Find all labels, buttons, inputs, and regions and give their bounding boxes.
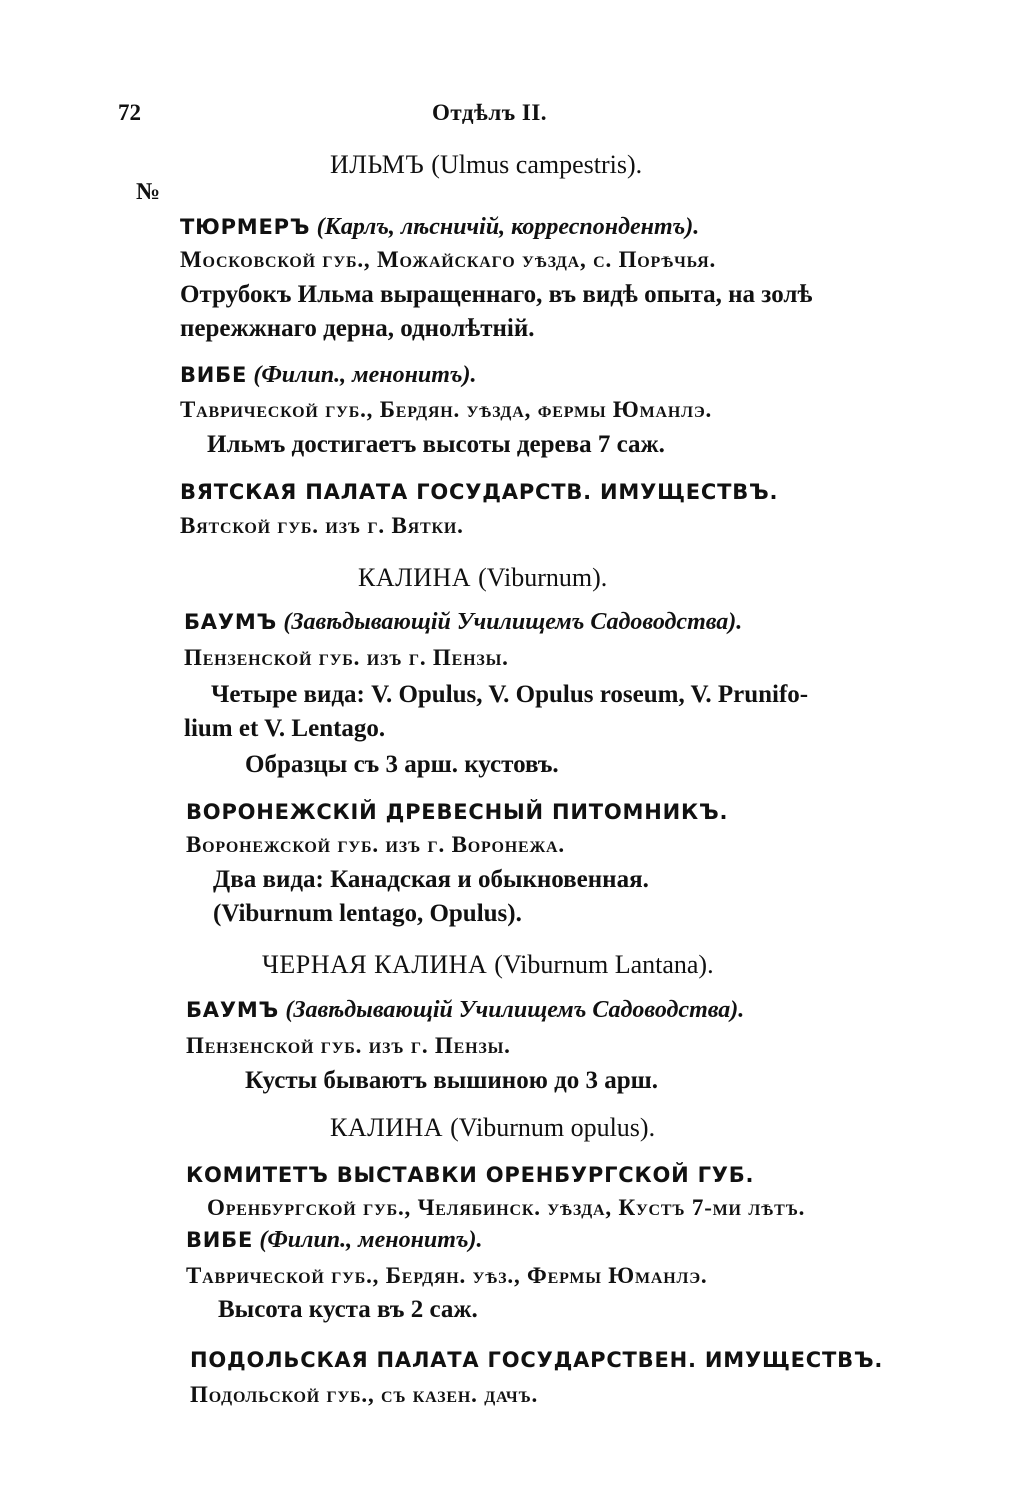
description-line: Образцы съ 3 арш. кустовъ. xyxy=(245,751,559,778)
location-line: Пензенской губ. изъ г. Пензы. xyxy=(186,1033,511,1058)
exhibitor-name: ВИБЕ xyxy=(180,363,248,387)
exhibitor-line xyxy=(186,995,744,1025)
heading-name: ЧЕРНАЯ КАЛИНА xyxy=(262,950,488,979)
exhibitor-name: БАУМЪ xyxy=(184,610,278,634)
exhibitor-role: (Завѣдывающій Училищемъ Садоводства). xyxy=(285,997,745,1023)
exhibitor-line xyxy=(190,1345,883,1375)
description-line: Два вида: Канадская и обыкновенная. xyxy=(213,866,649,893)
location-line: Вятской губ. изъ г. Вятки. xyxy=(180,513,464,538)
exhibitor-name: КОМИТЕТЪ ВЫСТАВКИ ОРЕНБУРГСКОЙ ГУБ. xyxy=(186,1163,755,1187)
exhibitor-name: ВЯТСКАЯ ПАЛАТА ГОСУДАРСТВ. ИМУЩЕСТВЪ. xyxy=(180,480,779,504)
exhibitor-name: БАУМЪ xyxy=(186,998,280,1022)
location-line: Подольской губ., съ казен. дачъ. xyxy=(190,1382,539,1407)
heading-name: КАЛИНА xyxy=(330,1113,444,1142)
exhibitor-line xyxy=(186,797,728,827)
section-heading xyxy=(262,950,714,980)
section-heading xyxy=(358,563,607,593)
page-number: 72 xyxy=(118,100,141,125)
heading-latin: (Viburnum Lantana). xyxy=(494,950,714,979)
location-line: Таврической губ., Бердян. уѣзда, фермы Юманлэ. xyxy=(180,397,713,422)
heading-latin: (Viburnum). xyxy=(478,563,608,592)
description-line: Высота куста въ 2 саж. xyxy=(218,1296,478,1323)
location-line: Воронежской губ. изъ г. Воронежа. xyxy=(186,832,565,857)
exhibitor-role: (Филип., менонитъ). xyxy=(259,1227,483,1253)
running-header: Отдѣлъ II. xyxy=(432,100,548,125)
heading-latin: (Ulmus campestris). xyxy=(431,150,643,179)
location-line: Таврической губ., Бердян. уѣз., Фермы Юманлэ. xyxy=(186,1263,708,1288)
heading-name: ИЛЬМЪ xyxy=(330,150,425,179)
description-line: Четыре вида: V. Opulus, V. Opulus roseum, V. Prunifo- xyxy=(211,681,809,708)
exhibitor-role: (Филип., менонитъ). xyxy=(253,362,477,388)
exhibitor-name: ВОРОНЕЖСКІЙ ДРЕВЕСНЫЙ ПИТОМНИКЪ. xyxy=(186,800,729,824)
exhibitor-name: ТЮРМЕРЪ xyxy=(180,215,311,239)
exhibitor-line xyxy=(184,607,742,637)
section-heading xyxy=(330,150,642,180)
location-line: Пензенской губ. изъ г. Пензы. xyxy=(184,645,509,670)
description-line: lium et V. Lentago. xyxy=(184,715,386,742)
exhibitor-role: (Карлъ, лѣсничій, корреспондентъ). xyxy=(316,214,700,240)
description-line: Ильмъ достигаетъ высоты дерева 7 саж. xyxy=(207,431,665,458)
location-line: Московской губ., Можайскаго уѣзда, с. Порѣчья. xyxy=(180,247,717,272)
exhibitor-line xyxy=(186,1225,483,1255)
heading-latin: (Viburnum opulus). xyxy=(450,1113,656,1142)
exhibitor-role: (Завѣдывающій Училищемъ Садоводства). xyxy=(283,609,743,635)
location-line: Оренбургской губ., Челябинск. уѣзда, Кустъ 7-ми лѣтъ. xyxy=(207,1195,806,1220)
description-line: (Viburnum lentago, Opulus). xyxy=(213,900,522,927)
exhibitor-name: ВИБЕ xyxy=(186,1228,254,1252)
exhibitor-line xyxy=(180,212,699,242)
heading-name: КАЛИНА xyxy=(358,563,472,592)
exhibitor-line xyxy=(180,360,477,390)
exhibitor-line xyxy=(186,1160,754,1190)
section-heading xyxy=(330,1113,655,1143)
description-line: Отрубокъ Ильма выращеннаго, въ видѣ опыта, на золѣ xyxy=(180,281,813,308)
exhibitor-name: ПОДОЛЬСКАЯ ПАЛАТА ГОСУДАРСТВЕН. ИМУЩЕСТВЪ. xyxy=(190,1348,884,1372)
exhibitor-line xyxy=(180,477,778,507)
description-line: Кусты бываютъ вышиною до 3 арш. xyxy=(245,1067,658,1094)
number-sign: № xyxy=(136,179,161,205)
description-line: пережжнаго дерна, однолѣтній. xyxy=(180,315,535,342)
